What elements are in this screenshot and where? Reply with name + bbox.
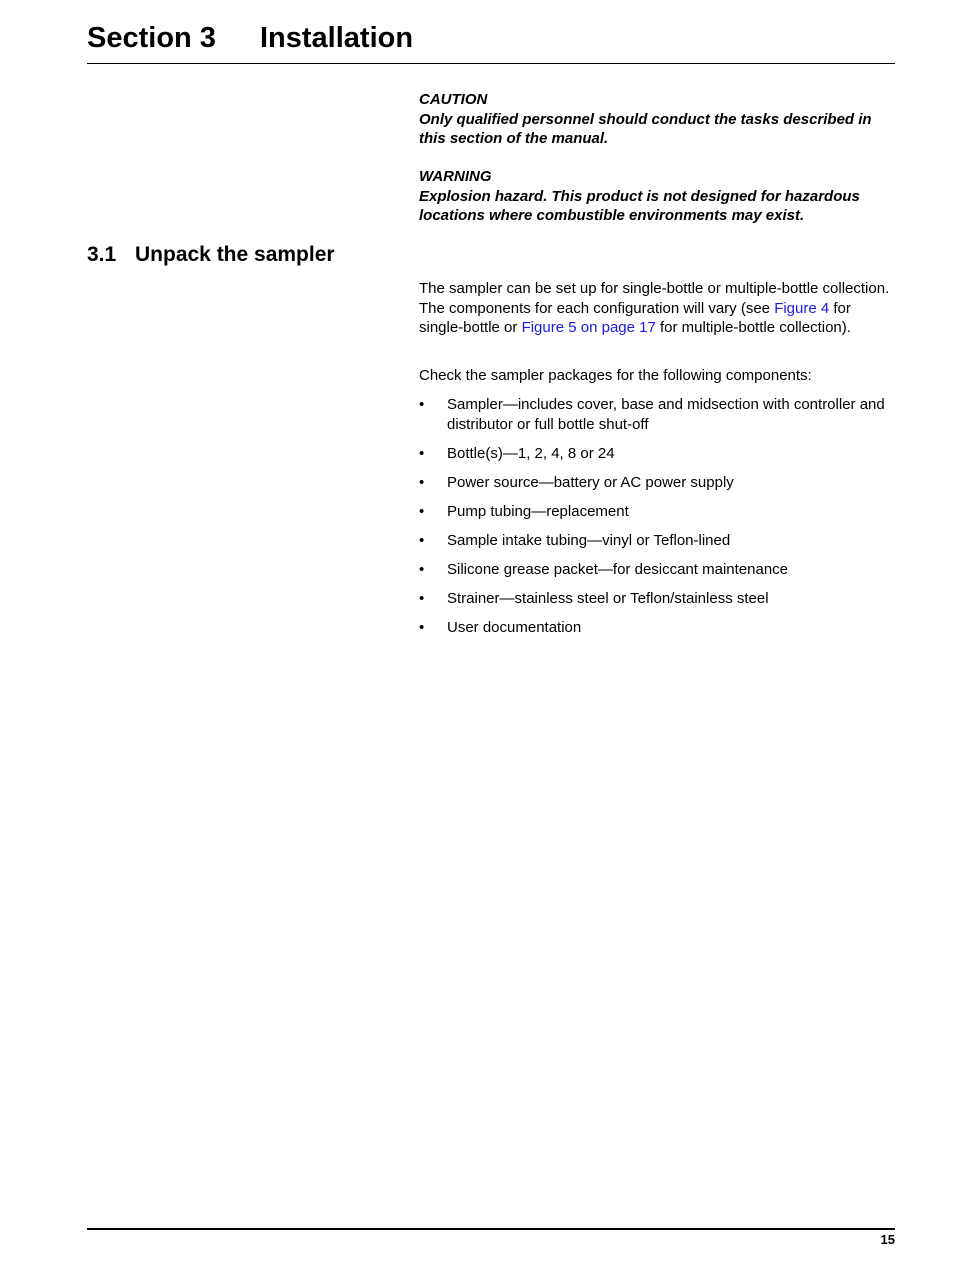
list-item-text: User documentation (447, 618, 582, 636)
list-item (419, 531, 895, 551)
bullet-icon: • (419, 531, 425, 549)
subsection-title: Unpack the sampler (135, 243, 335, 266)
footer-divider (87, 1228, 895, 1230)
list-item (419, 618, 895, 638)
list-item-text: Sampler—includes cover, base and midsection with controller and distributor or full bottle shut-off (447, 396, 885, 433)
warning-text: Explosion hazard. This product is not designed for hazardous locations where combustible environments may exist. (419, 187, 860, 224)
warning-label: WARNING (419, 168, 492, 185)
caution-notice (419, 90, 899, 149)
bullet-icon: • (419, 560, 425, 578)
figure-5-link[interactable]: Figure 5 on page 17 (521, 319, 656, 336)
section-header (87, 20, 895, 64)
subsection-heading (87, 241, 335, 269)
list-item (419, 502, 895, 522)
list-item-text: Power source—battery or AC power supply (447, 473, 734, 491)
bullet-icon: • (419, 396, 425, 413)
bullet-icon: • (419, 502, 425, 520)
intro-text-1: The sampler can be set up for single-bottle or multiple-bottle collection. The components for each configuration will vary (see (419, 280, 890, 317)
list-item (419, 560, 895, 580)
list-item-text: Bottle(s)—1, 2, 4, 8 or 24 (447, 444, 615, 462)
bullet-icon: • (419, 473, 425, 491)
components-list (419, 395, 895, 647)
check-paragraph (419, 366, 895, 386)
warning-notice (419, 167, 899, 226)
section-title: Installation (260, 22, 414, 54)
list-item-text: Pump tubing—replacement (447, 502, 629, 520)
check-text: Check the sampler packages for the following components: (419, 367, 812, 384)
list-item-text: Silicone grease packet—for desiccant maintenance (447, 560, 789, 578)
bullet-icon: • (419, 444, 425, 462)
bullet-icon: • (419, 589, 425, 607)
list-item-text: Sample intake tubing—vinyl or Teflon-lined (447, 531, 731, 549)
intro-text-2: for single-bottle or (419, 299, 851, 336)
list-item (419, 395, 895, 434)
list-item (419, 444, 895, 464)
figure-4-link[interactable]: Figure 4 (774, 299, 830, 317)
intro-text-3: for multiple-bottle collection). (655, 319, 851, 336)
intro-paragraph (419, 279, 895, 338)
list-item-text: Strainer—stainless steel or Teflon/stainless steel (447, 589, 769, 607)
caution-text: Only qualified personnel should conduct the tasks described in this section of the manual. (419, 110, 872, 147)
subsection-number: 3.1 (87, 243, 117, 266)
caution-label: CAUTION (419, 91, 488, 108)
list-item (419, 473, 895, 493)
section-number: Section 3 (87, 22, 216, 54)
bullet-icon: • (419, 618, 425, 636)
list-item (419, 589, 895, 609)
page-number: 15 (880, 1232, 895, 1247)
